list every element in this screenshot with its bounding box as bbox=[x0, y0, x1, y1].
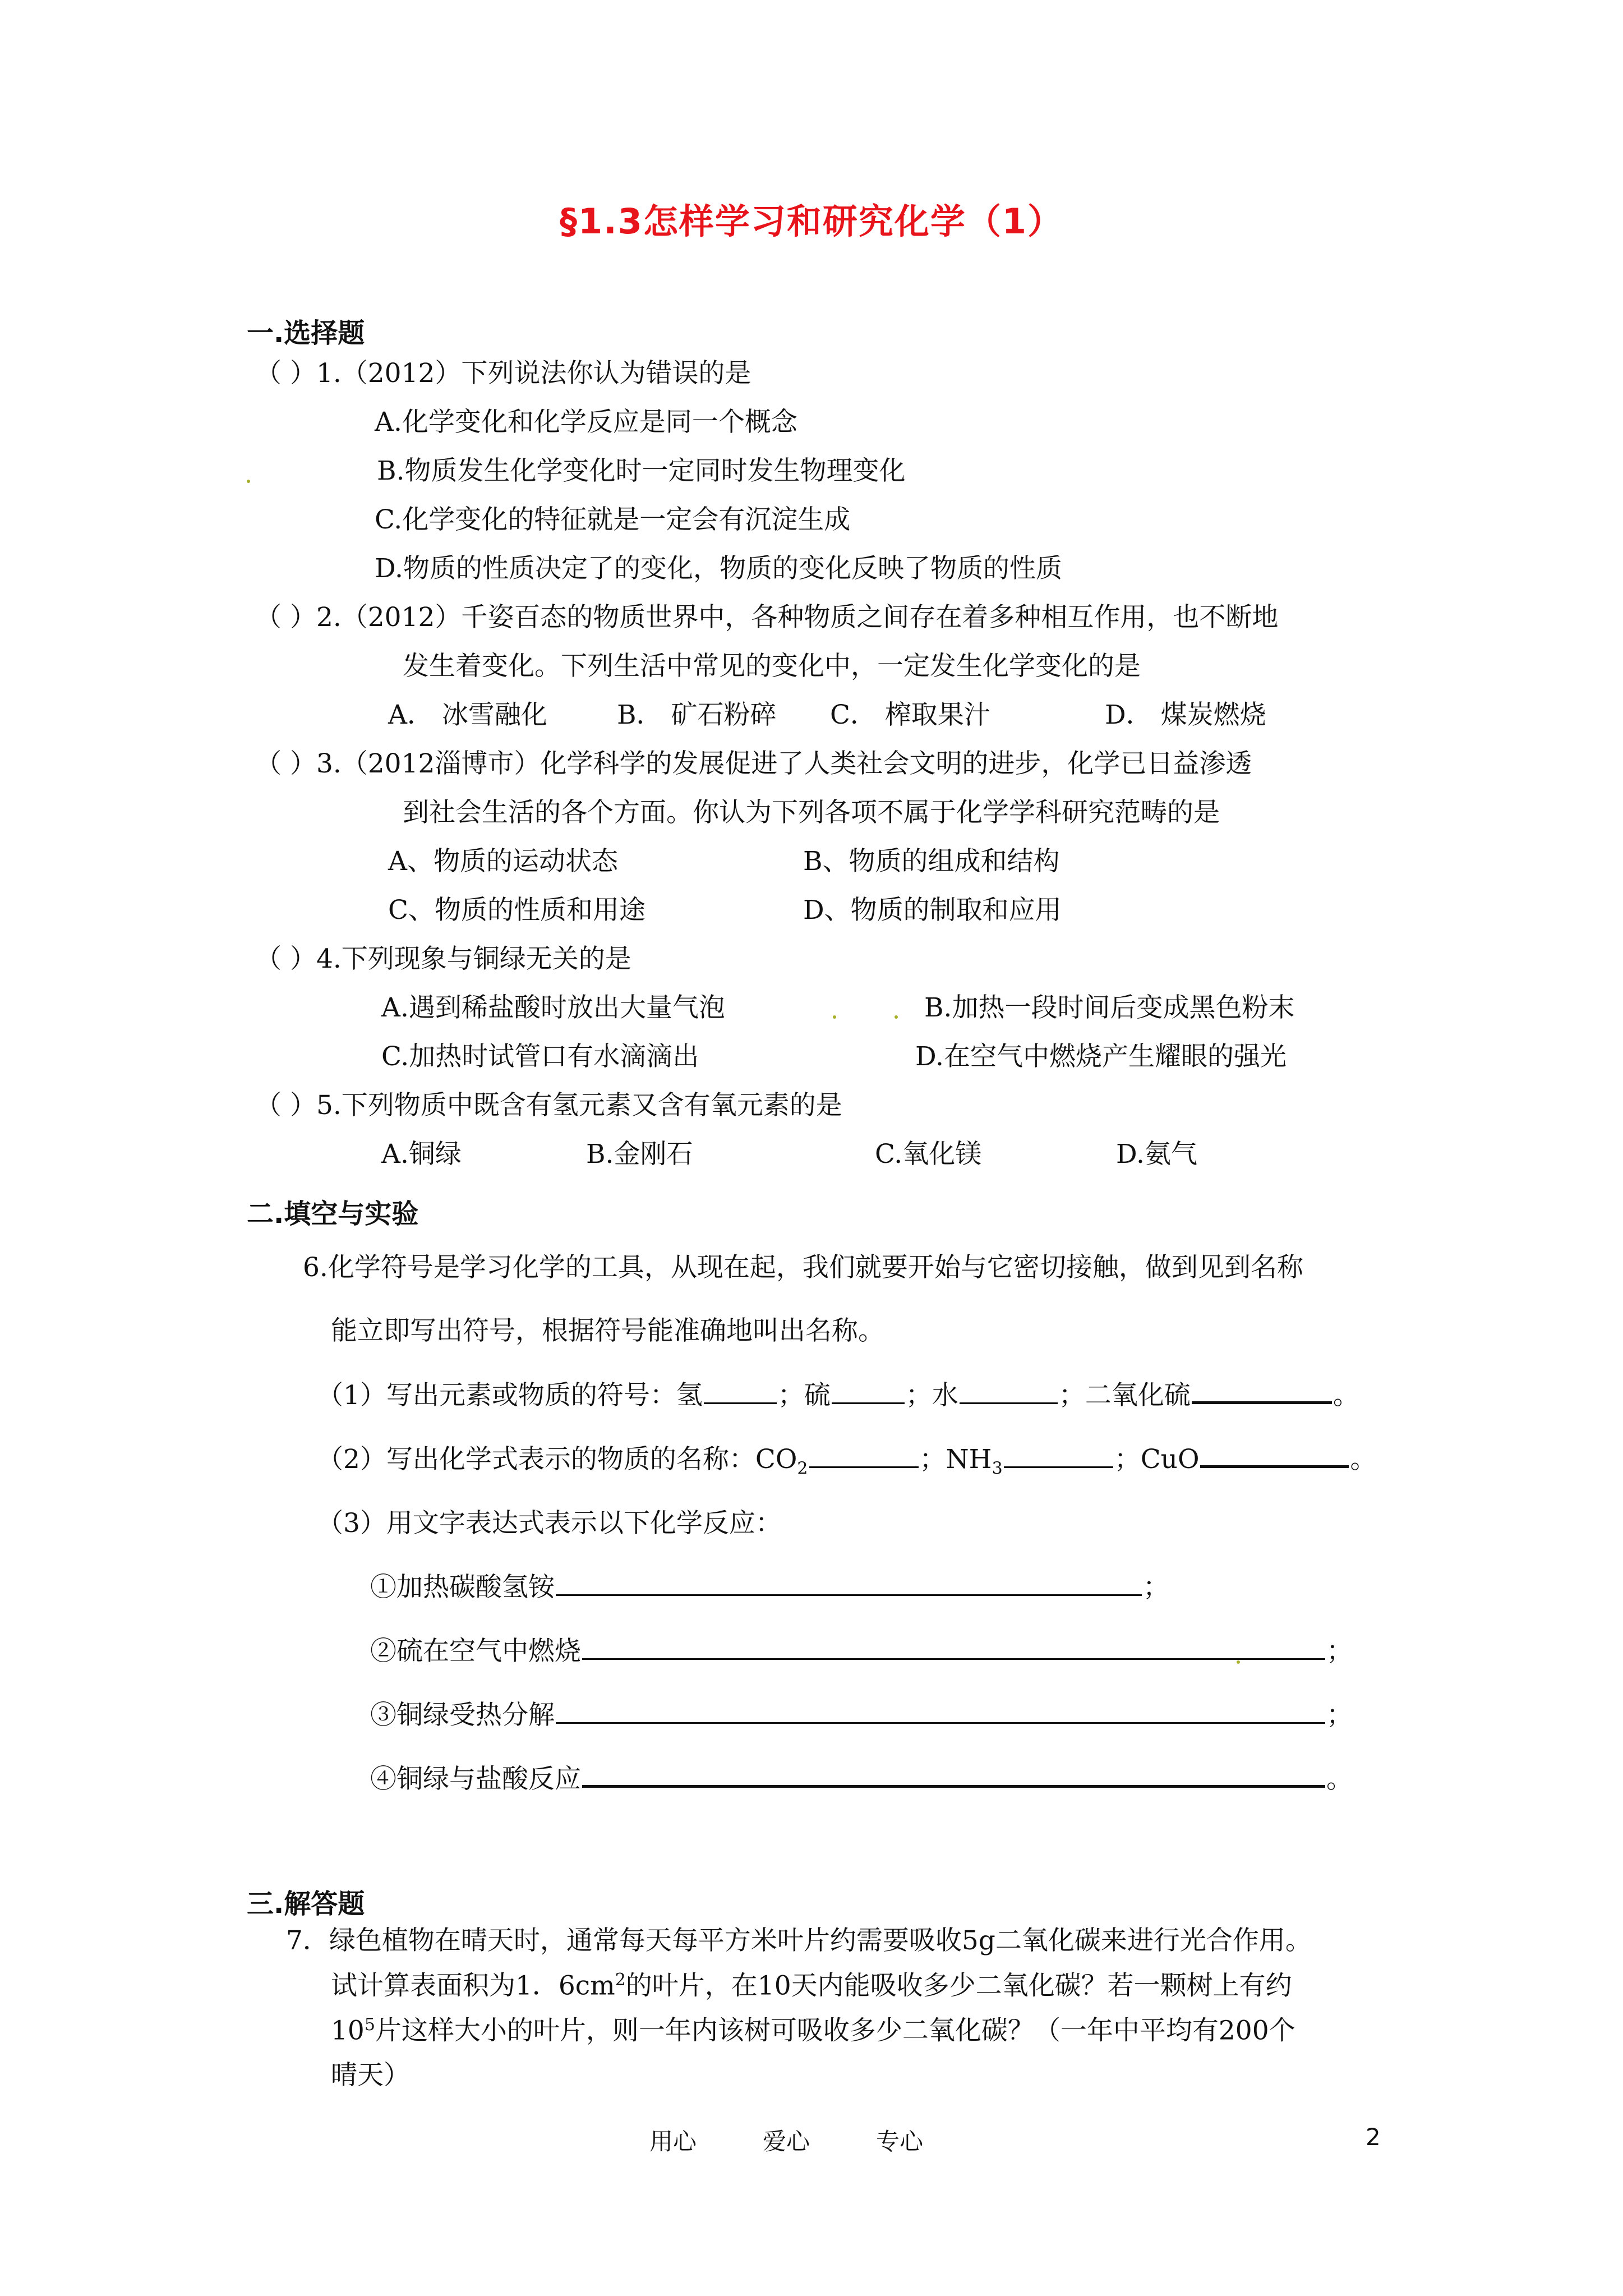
q6-reaction-2: ②硫在空气中燃烧 ； bbox=[370, 1636, 1353, 1667]
q3-option-d: D、物质的制取和应用 bbox=[803, 895, 1062, 926]
q4-option-c: C.加热时试管口有水滴滴出 bbox=[381, 1041, 699, 1072]
q3-stem: （ ）3.（2012淄博市）化学科学的发展促进了人类社会文明的进步，化学已日益渗透 bbox=[255, 748, 1252, 779]
section-heading-fill: 二.填空与实验 bbox=[247, 1198, 419, 1230]
scan-speck bbox=[1237, 1660, 1240, 1664]
scan-speck bbox=[895, 1015, 898, 1019]
answer-blank-water[interactable] bbox=[960, 1402, 1058, 1404]
answer-blank-nh3[interactable] bbox=[1004, 1466, 1113, 1468]
scan-speck bbox=[833, 1015, 836, 1019]
q4-option-b: B.加热一段时间后变成黑色粉末 bbox=[924, 992, 1295, 1023]
q6-reaction-4: ④铜绿与盐酸反应 。 bbox=[370, 1764, 1353, 1795]
q2-option-c: C． 榨取果汁 bbox=[830, 700, 990, 730]
q1-stem: （ ）1.（2012）下列说法你认为错误的是 bbox=[255, 358, 751, 389]
q4-option-d: D.在空气中燃烧产生耀眼的强光 bbox=[915, 1041, 1287, 1072]
answer-line-reaction-3[interactable] bbox=[556, 1722, 1325, 1724]
scan-speck bbox=[247, 480, 250, 483]
q6-part3-label: （3）用文字表达式表示以下化学反应： bbox=[317, 1508, 782, 1539]
q5-option-b: B.金刚石 bbox=[586, 1139, 693, 1170]
q2-stem-cont: 发生着变化。下列生活中常见的变化中，一定发生化学变化的是 bbox=[403, 651, 1141, 682]
q1-option-a: A.化学变化和化学反应是同一个概念 bbox=[375, 407, 797, 438]
q6-stem-cont: 能立即写出符号，根据符号能准确地叫出名称。 bbox=[331, 1315, 884, 1346]
footer-motto-1: 用心 bbox=[649, 2128, 697, 2155]
footer-motto-3: 专心 bbox=[876, 2128, 924, 2155]
q7-line-4: 晴天） bbox=[331, 2060, 410, 2091]
q2-option-a: A． 冰雪融化 bbox=[388, 700, 547, 730]
q3-stem-cont: 到社会生活的各个方面。你认为下列各项不属于化学学科研究范畴的是 bbox=[403, 797, 1220, 828]
q6-reaction-1: ①加热碳酸氢铵 ； bbox=[370, 1572, 1169, 1603]
q2-option-d: D． 煤炭燃烧 bbox=[1105, 700, 1266, 730]
q6-part2: （2）写出化学式表示的物质的名称：$CO_2$ ；$NH_3$ ；CuO 。 bbox=[317, 1444, 1377, 1479]
section-heading-choice: 一.选择题 bbox=[247, 318, 365, 349]
q2-stem: （ ）2.（2012）千姿百态的物质世界中，各种物质之间存在着多种相互作用，也不断地 bbox=[255, 602, 1279, 633]
page-number: 2 bbox=[1366, 2123, 1381, 2151]
answer-blank-hydrogen[interactable] bbox=[704, 1402, 777, 1404]
answer-blank-co2[interactable] bbox=[809, 1466, 919, 1468]
q1-option-b: B.物质发生化学变化时一定同时发生物理变化 bbox=[377, 455, 906, 486]
q6-part1: （1）写出元素或物质的符号：氢 ；硫 ；水 ；二氧化硫 。 bbox=[317, 1380, 1359, 1411]
page-title: §1.3怎样学习和研究化学（1） bbox=[560, 201, 1063, 242]
q6-stem: 6.化学符号是学习化学的工具，从现在起，我们就要开始与它密切接触，做到见到名称 bbox=[303, 1252, 1303, 1283]
q5-option-a: A.铜绿 bbox=[381, 1139, 462, 1170]
q1-option-c: C.化学变化的特征就是一定会有沉淀生成 bbox=[375, 504, 851, 535]
q7-line-1: 7．绿色植物在晴天时，通常每天每平方米叶片约需要吸收5g二氧化碳来进行光合作用。 bbox=[286, 1925, 1312, 1956]
q5-option-c: C.氧化镁 bbox=[875, 1139, 982, 1170]
q4-option-a: A.遇到稀盐酸时放出大量气泡 bbox=[381, 992, 725, 1023]
q7-line-3: $10^5$片这样大小的叶片，则一年内该树可吸收多少二氧化碳？（一年中平均有200个 bbox=[331, 2015, 1295, 2046]
answer-blank-cuo[interactable] bbox=[1200, 1465, 1349, 1468]
answer-line-reaction-1[interactable] bbox=[556, 1594, 1142, 1596]
q4-stem: （ ）4.下列现象与铜绿无关的是 bbox=[255, 944, 631, 974]
q2-option-b: B． 矿石粉碎 bbox=[617, 700, 777, 730]
q5-option-d: D.氨气 bbox=[1116, 1139, 1197, 1170]
answer-blank-sulfur[interactable] bbox=[832, 1402, 905, 1404]
q7-line-2: 试计算表面积为1．$6cm^2$的叶片，在10天内能吸收多少二氧化碳？若一颗树上有约 bbox=[331, 1970, 1292, 2001]
q3-option-a: A、物质的运动状态 bbox=[388, 846, 618, 877]
q1-option-d: D.物质的性质决定了的变化，物质的变化反映了物质的性质 bbox=[375, 553, 1062, 584]
section-heading-answer: 三.解答题 bbox=[247, 1888, 365, 1920]
answer-line-reaction-4[interactable] bbox=[582, 1784, 1325, 1788]
q6-reaction-3: ③铜绿受热分解 ； bbox=[370, 1700, 1353, 1731]
answer-line-reaction-2[interactable] bbox=[582, 1658, 1325, 1660]
footer-motto-2: 爱心 bbox=[763, 2128, 810, 2155]
answer-blank-sulfur-dioxide[interactable] bbox=[1192, 1401, 1332, 1404]
q5-stem: （ ）5.下列物质中既含有氢元素又含有氧元素的是 bbox=[255, 1090, 842, 1121]
q3-option-b: B、物质的组成和结构 bbox=[803, 846, 1060, 877]
q3-option-c: C、物质的性质和用途 bbox=[388, 895, 645, 926]
